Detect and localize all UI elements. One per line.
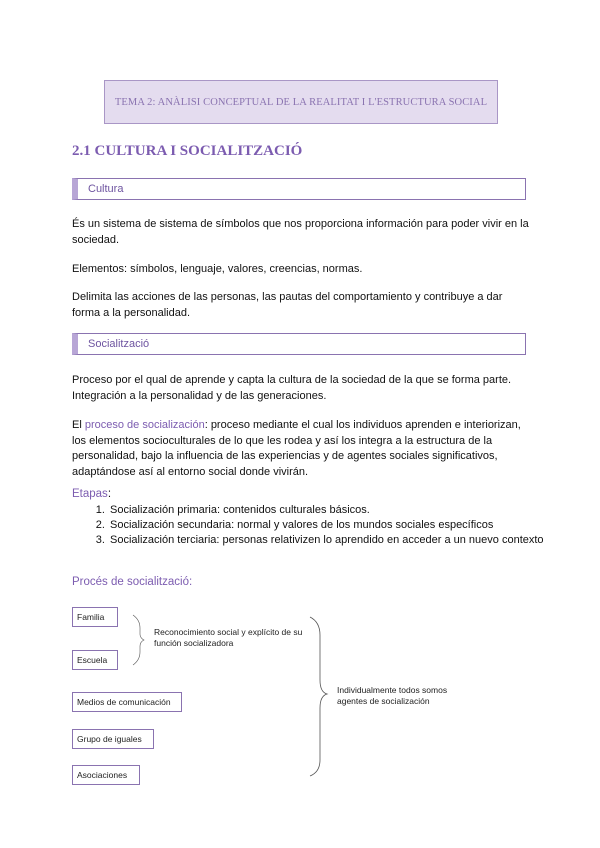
- cultura-elements: Elementos: símbolos, lenguaje, valores, creencias, normas.: [72, 263, 363, 275]
- note-individual: Individualmente todos somos agentes de socialización: [337, 685, 448, 706]
- agent-box-medios: Medios de comunicación: [72, 692, 182, 712]
- list-item: 1. Socialización primaria: contenidos culturales básicos.: [108, 503, 548, 518]
- small-bracket: [133, 615, 144, 665]
- topic-title-box: [104, 80, 498, 124]
- subsection-box-socialitzacio: [72, 333, 526, 355]
- agent-box-familia: Familia: [72, 607, 118, 627]
- etapas-colon: :: [107, 488, 112, 500]
- proceso-prefix: El: [72, 419, 85, 431]
- etapas-list: [88, 503, 548, 548]
- subsection-label-cultura: Cultura: [88, 183, 124, 195]
- agent-box-asociaciones: Asociaciones: [72, 765, 140, 785]
- cultura-definition: És un sistema de sistema de símbolos que nos proporciona información para poder vivir en la sociedad.: [72, 218, 529, 246]
- large-bracket: [310, 617, 327, 776]
- proceso-paragraph: [72, 418, 532, 480]
- cultura-function: Delimita las acciones de las personas, las pautas del comportamiento y contribuye a dar forma a la personalidad.: [72, 291, 503, 319]
- socialitzacio-definition: Proceso por el qual de aprende y capta la cultura de la sociedad de la que se forma parte. Integración a la personalidad y de las generaciones.: [72, 374, 512, 402]
- proces-heading: Procés de socialització:: [72, 576, 193, 588]
- agent-box-grupo: Grupo de iguales: [72, 729, 154, 749]
- subsection-box-cultura: [72, 178, 526, 200]
- proceso-text: : proceso mediante el cual los individuos aprenden e interiorizan, los elementos socioculturales de lo que les rodea y así los integra a la estructura de la personalidad, bajo la influencia de las experiencias y de agentes sociales significativos, adaptándose así al entorno social donde vivirán.: [72, 419, 521, 478]
- note-recognition: Reconocimiento social y explícito de su función socializadora: [154, 627, 303, 648]
- proceso-term: proceso de socialización: [84, 419, 205, 431]
- section-heading: 2.1 CULTURA I SOCIALITZACIÓ: [72, 143, 303, 159]
- subsection-label-socialitzacio: Socialització: [88, 338, 150, 350]
- list-item: 2. Socialización secundaria: normal y valores de los mundos sociales específicos: [108, 518, 548, 533]
- topic-title: TEMA 2: ANÀLISI CONCEPTUAL DE LA REALITAT I L'ESTRUCTURA SOCIAL: [114, 96, 488, 108]
- etapas-label: Etapas: [72, 488, 108, 500]
- list-item: 3. Socialización terciaria: personas relativizen lo aprendido en acceder a un nuevo contexto: [108, 533, 548, 548]
- etapas-heading: [72, 488, 111, 500]
- agent-box-escuela: Escuela: [72, 650, 118, 670]
